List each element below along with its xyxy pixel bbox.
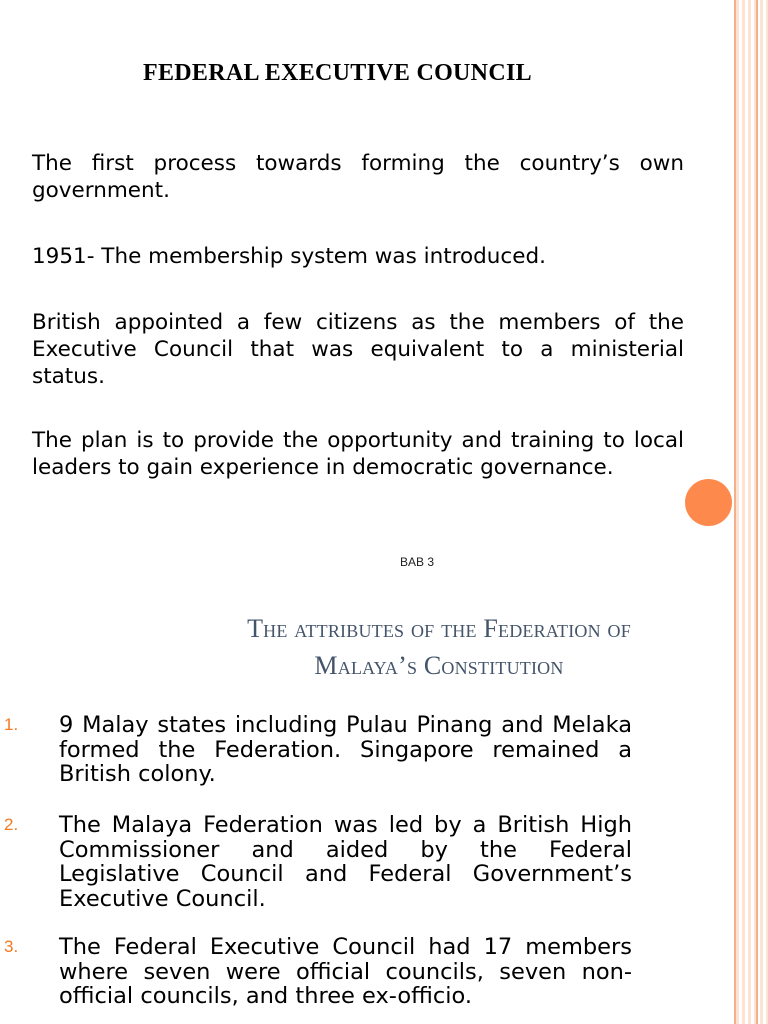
paragraph-2: 1951- The membership system was introduced. <box>32 244 546 269</box>
slide-footer: BAB 3 <box>400 555 435 569</box>
slide-2-title <box>130 610 748 684</box>
list-number: 1. <box>4 715 19 734</box>
paragraph-4: The plan is to provide the opportunity and training to local leaders to gain experience in democratic governance. <box>32 428 684 480</box>
paragraph-3: British appointed a few citizens as the members of the Executive Council that was equivalent to a ministerial status. <box>32 310 684 389</box>
paragraph-1: The first process towards forming the country’s own government. <box>32 151 684 203</box>
list-item-text: The Federal Executive Council had 17 members where seven were official councils, seven non-official councils, and three ex-officio. <box>59 934 632 1009</box>
orange-circle-decoration <box>685 479 732 526</box>
slide-1-right-border <box>734 0 768 545</box>
list-item-text: 9 Malay states including Pulau Pinang and Melaka formed the Federation. Singapore remained a British colony. <box>59 712 632 787</box>
slide-2-title-line-1: The attributes of the Federation of <box>247 614 631 643</box>
slide-2-title-line-2: Malaya’s Constitution <box>314 651 564 680</box>
list-item-text: The Malaya Federation was led by a British High Commissioner and aided by the Federal Legislative Council and Federal Government’s Executive Council. <box>59 812 632 912</box>
list-number: 3. <box>4 937 19 956</box>
list-number: 2. <box>4 815 19 834</box>
slide-1-title: FEDERAL EXECUTIVE COUNCIL <box>143 60 532 86</box>
